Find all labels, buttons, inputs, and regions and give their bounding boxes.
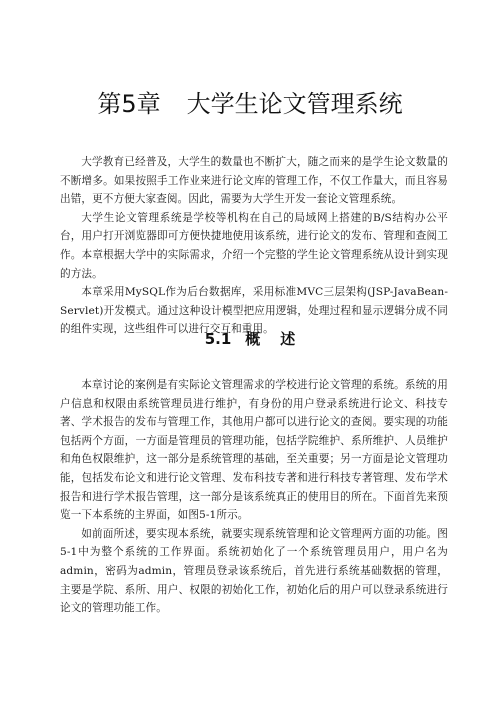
chapter-title — [0, 88, 500, 120]
section-body — [60, 376, 448, 618]
section-paragraph-2: 如前面所述，要实现本系统，就要实现系统管理和论文管理两方面的功能。图5-1中为整个系统的工作界面。系统初始化了一个系统管理员用户，用户名为admin，密码为admin，管理员登录该系统后，首先进行系统基础数据的管理，主要是学院、系所、用户、权限的初始化工作，初始化后的用户可以登录系统进行论文的管理功能工作。 — [60, 527, 448, 615]
chapter-intro — [60, 153, 448, 339]
section-number: 5.1 — [204, 330, 232, 348]
section-paragraph-1: 本章讨论的案例是有实际论文管理需求的学校进行论文管理的系统。系统的用户信息和权限由系统管理员进行维护，有身份的用户登录系统进行论文、科技专著、学术报告的发布与管理工作，其他用户都可以进行论文的查阅。要实现的功能包括两个方面，一方面是管理员的管理功能，包括学院维护、系所维护、人员维护和角色权限维护，这一部分是系统管理的基础，至关重要；另一方面是论文管理功能，包括发布论文和进行论文管理、发布科技专著和进行科技专著管理、发布学术报告和进行学术报告管理，这一部分是该系统真正的使用目的所在。下面首先来预览一下本系统的主界面，如图5-1所示。 — [60, 379, 448, 522]
section-title — [0, 328, 500, 350]
intro-paragraph-3: 本章采用MySQL作为后台数据库，采用标准MVC三层架构(JSP-JavaBean-Servlet)开发模式。通过这种设计模型把应用逻辑，处理过程和显示逻辑分成不同的组件实现，这些组件可以进行交互和重用。 — [60, 286, 448, 336]
chapter-name: 大学生论文管理系统 — [186, 90, 403, 118]
chapter-number: 第5章 — [97, 90, 161, 118]
intro-paragraph-2: 大学生论文管理系统是学校等机构在自己的局域网上搭建的B/S结构办公平台，用户打开浏览器即可方便快捷地使用该系统，进行论文的发布、管理和查阅工作。本章根据大学中的实际需求，介绍一个完整的学生论文管理系统从设计到实现的方法。 — [60, 211, 448, 280]
section-name: 概述 — [245, 330, 316, 348]
intro-paragraph-1: 大学教育已经普及，大学生的数量也不断扩大，随之而来的是学生论文数量的不断增多。如果按照手工作业来进行论文库的管理工作，不仅工作量大，而且容易出错，更不方便大家查阅。因此，需要为大学生开发一套论文管理系统。 — [60, 156, 448, 206]
